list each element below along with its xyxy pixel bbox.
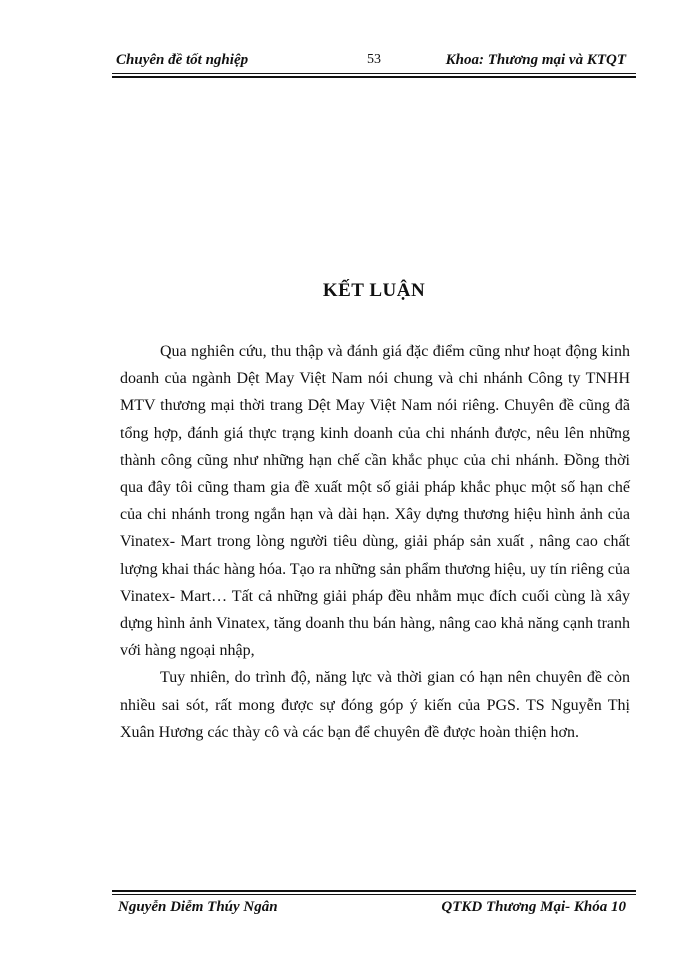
header-rule-thick: [112, 76, 636, 78]
header-rule-thin: [112, 73, 636, 74]
footer-author: Nguyễn Diễm Thúy Ngân: [118, 899, 278, 915]
paragraph-1: Qua nghiên cứu, thu thập và đánh giá đặc điểm cũng như hoạt động kinh doanh của ngành Dệt May Việt Nam nói chung và chi nhánh Công ty TNHH MTV thương mại thời trang Dệt May Việt Nam nói riêng. Chuyên đề cũng đã tổng hợp, đánh giá thực trạng kinh doanh của chi nhánh được, nêu lên những thành công cũng như những hạn chế cần khắc phục của chi nhánh. Đồng thời qua đây tôi cũng tham gia đề xuất một số giải pháp khắc phục một số hạn chế của chi nhánh trong ngắn hạn và dài hạn. Xây dựng thương hiệu hình ảnh của Vinatex- Mart trong lòng người tiêu dùng, giải pháp sản xuất , nâng cao chất lượng khai thác hàng hóa. Tạo ra những sản phẩm thương hiệu, uy tín riêng của Vinatex- Mart… Tất cả những giải pháp đều nhằm mục đích cuối cùng là xây dựng hình ảnh Vinatex, tăng doanh thu bán hàng, nâng cao khả năng cạnh tranh với hàng ngoại nhập,: [120, 343, 630, 660]
page-header: [112, 50, 632, 72]
paragraph-2: Tuy nhiên, do trình độ, năng lực và thời gian có hạn nên chuyên đề còn nhiều sai sót, rất mong được sự đóng góp ý kiến của PGS. TS Nguyễn Thị Xuân Hương các thày cô và các bạn để chuyên đề được hoàn thiện hơn.: [120, 669, 630, 741]
page-footer: [112, 897, 636, 919]
footer-rule-thick: [112, 890, 636, 892]
conclusion-body: [120, 338, 630, 746]
header-faculty: Khoa: Thương mại và KTQT: [445, 52, 626, 68]
footer-rule-thin: [112, 894, 636, 895]
page-title: KẾT LUẬN: [322, 280, 426, 301]
page-number: 53: [367, 52, 381, 67]
footer-course: QTKD Thương Mại- Khóa 10: [441, 899, 626, 915]
header-document-type: Chuyên đề tốt nghiệp: [116, 52, 249, 68]
